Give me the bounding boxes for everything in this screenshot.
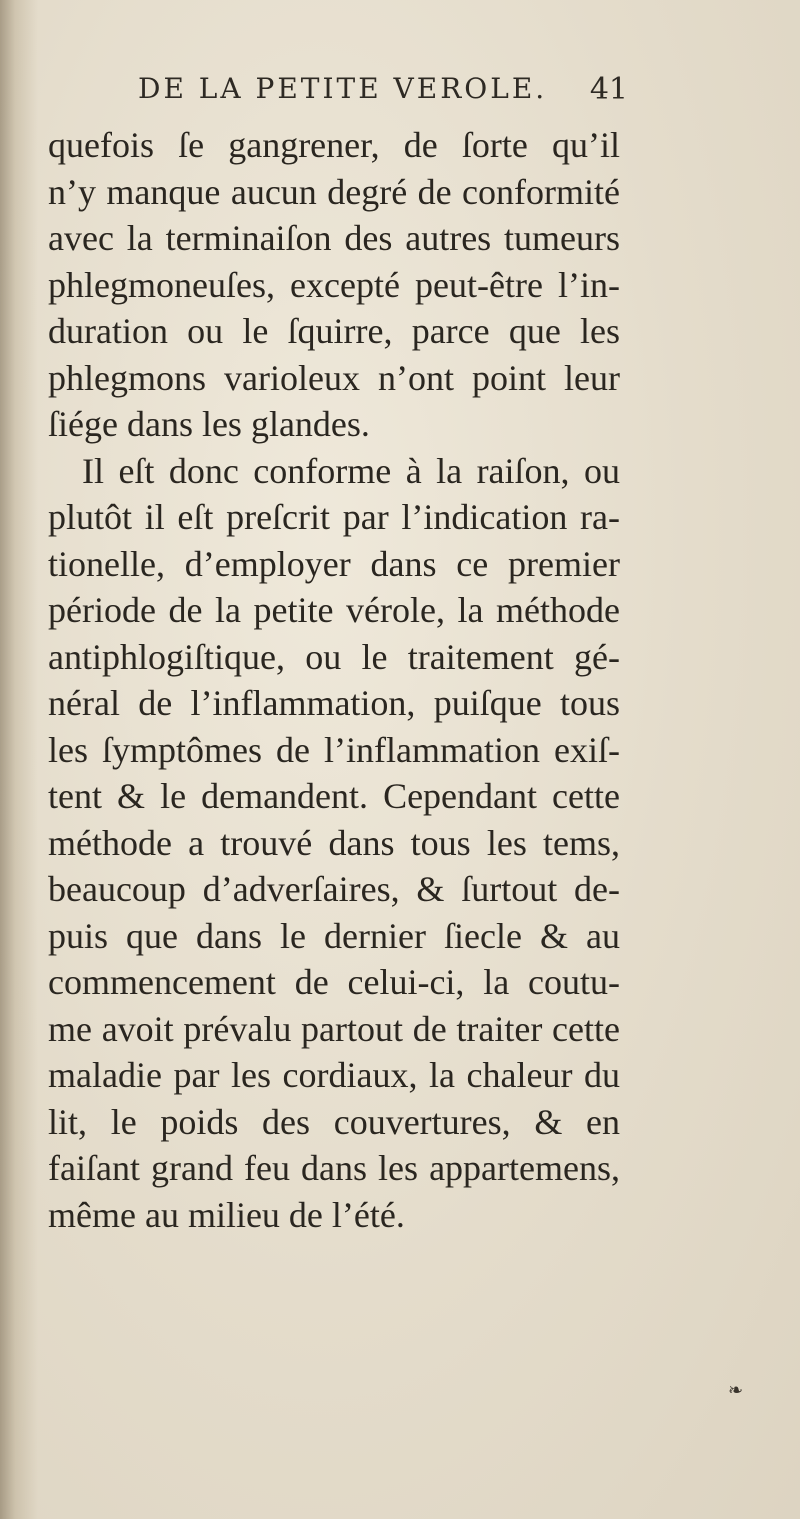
page-number: 41 — [589, 72, 628, 107]
running-title: DE LA PETITE VEROLE. — [138, 72, 548, 105]
running-head — [138, 72, 628, 122]
paragraph-first-line: Il eſt donc conforme à la raiſon, ou — [82, 450, 620, 491]
text-line: commencement de celui-ci, la coutu- — [48, 962, 620, 1002]
text-line: phlegmoneuſes, excepté peut-être l’in- — [48, 264, 620, 305]
text-line: néral de l’inflammation, puiſque tous — [48, 683, 620, 723]
text-line: plutôt il eſt preſcrit par l’indication ra- — [48, 497, 620, 537]
page-gutter-shadow — [0, 0, 38, 1519]
text-line: phlegmons varioleux n’ont point leur — [48, 357, 620, 398]
text-line: lit, le poids des couvertures, & en — [48, 1101, 620, 1142]
text-line: puis que dans le dernier ſiecle & au — [48, 915, 620, 956]
printer-ornament-icon: ❧ — [728, 1380, 744, 1401]
text-line: faiſant grand feu dans les appartemens, — [48, 1148, 620, 1188]
text-line: me avoit prévalu partout de traiter cette — [48, 1008, 620, 1049]
text-line: tent & le demandent. Cependant cette — [48, 776, 620, 816]
text-line: même au milieu de l’été. — [48, 1194, 405, 1235]
text-line: quefois ſe gangrener, de ſorte qu’il — [48, 125, 620, 165]
text-line: ſiége dans les glandes. — [48, 404, 370, 444]
text-line: maladie par les cordiaux, la chaleur du — [48, 1055, 620, 1095]
body-text — [48, 122, 620, 1238]
text-line: période de la petite vérole, la méthode — [48, 590, 620, 630]
text-line: avec la terminaiſon des autres tumeurs — [48, 218, 620, 258]
text-line: beaucoup d’adverſaires, & ſurtout de- — [48, 869, 620, 909]
text-line: duration ou le ſquirre, parce que les — [48, 311, 620, 351]
text-line: n’y manque aucun degré de conformité — [48, 171, 620, 212]
text-line: méthode a trouvé dans tous les tems, — [48, 822, 620, 863]
text-line: les ſymptômes de l’inflammation exiſ- — [48, 729, 620, 770]
text-line: antiphlogiſtique, ou le traitement gé- — [48, 636, 620, 677]
text-line: tionelle, d’employer dans ce premier — [48, 543, 620, 584]
